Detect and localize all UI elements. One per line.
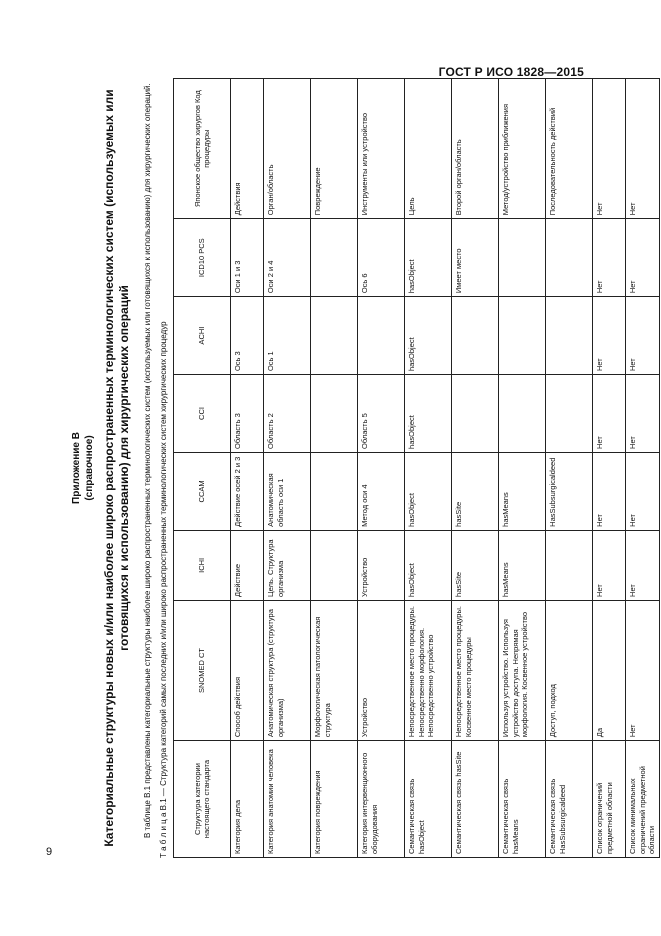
table-cell: Оси 2 и 4 [264,219,311,297]
table-caption: Т а б л и ц а В.1 — Структура категорий самых последних и/или широко распространенных терминологических систем хирургических процедур [159,321,168,858]
table-cell: Семантическая связь HasSubsurgicaldeed [546,741,593,858]
table-cell: Метод оси 4 [358,452,405,530]
table-cell: Семантическая связь hasObject [405,741,452,858]
table-cell: Категория анатомии человека [264,741,311,858]
table-cell [311,530,358,600]
table-row [546,79,593,858]
table-cell: Имеет место [452,219,499,297]
table-cell: HasSubsurgicaldeed [546,452,593,530]
table-cell: Инструменты или устройство [358,79,405,219]
table-cell: Морфологическая патологическая структура [311,600,358,740]
table-cell: Нет [593,452,626,530]
column-header: SNOMED CT [174,600,231,740]
table-header-row [174,79,231,858]
page-number: 9 [46,846,53,858]
table-cell: Повреждение [311,79,358,219]
column-header: CCI [174,375,231,453]
main-title: Категориальные структуры новых и/или наиболее широко распространенных терминологических систем (используемых или готовящихся к использованию) для хирургических операций [102,89,131,847]
appendix-heading [70,78,96,858]
table-cell: Область 2 [264,375,311,453]
table-cell [452,297,499,375]
table-cell: Список ограничений предметной области [593,741,626,858]
table-row [311,79,358,858]
table-cell: Нет [626,530,660,600]
table-cell: Непосредственное место процедуры. Косвенное место процедуры [452,600,499,740]
table-cell: Цель. Структура организма [264,530,311,600]
table-cell: hasObject [405,219,452,297]
table-cell: Ось 1 [264,297,311,375]
appendix-type: (справочное) [84,435,95,501]
table-cell: Действие [231,530,264,600]
table-cell: Категория интервенционного оборудования [358,741,405,858]
table-row [358,79,405,858]
rotated-page-content [70,78,656,858]
table-cell: hasObject [405,530,452,600]
table-cell: Устройство [358,600,405,740]
table-cell: Метод/устройство приближения [499,79,546,219]
table-cell [452,375,499,453]
table-cell: Нет [626,79,660,219]
appendix-title: Приложение В [71,432,82,504]
table-cell [311,375,358,453]
table-cell: Орган/область [264,79,311,219]
table-cell: Оси 1 и 3 [231,219,264,297]
table-row [452,79,499,858]
table-row [593,79,626,858]
table-cell: Второй орган/область [452,79,499,219]
table-cell: Нет [626,600,660,740]
table-cell: Семантическая связь hasSite [452,741,499,858]
table-row [231,79,264,858]
table-cell: Нет [626,219,660,297]
table-cell [499,375,546,453]
table-cell: Область 3 [231,375,264,453]
table-cell [546,530,593,600]
table-cell [546,219,593,297]
table-cell: hasObject [405,297,452,375]
table-cell: Доступ, подход [546,600,593,740]
column-header: ICD10 PCS [174,219,231,297]
table-cell: hasMeans [499,530,546,600]
table-cell: Нет [626,375,660,453]
table-row [264,79,311,858]
table-cell: Нет [593,375,626,453]
column-header: ICHI [174,530,231,600]
table-cell: hasMeans [499,452,546,530]
table-cell: Непосредственное место процедуры. Непосредственно морфология. Непосредственно устройство [405,600,452,740]
table-cell: Ось 3 [231,297,264,375]
table-cell: Используя устройство. Используя устройство доступа. Непрямая морфология. Косвенное устройство [499,600,546,740]
document-header: ГОСТ Р ИСО 1828—2015 [438,65,584,79]
column-header: ACHI [174,297,231,375]
table-cell [546,375,593,453]
table-cell [311,219,358,297]
table-cell: Список минимальных ограничений предметной области [626,741,660,858]
table-cell: Способ действия [231,600,264,740]
table-cell: Нет [626,297,660,375]
table-cell: Да [593,600,626,740]
table-cell: Нет [593,219,626,297]
table-cell: hasSite [452,530,499,600]
category-structure-table [173,78,660,858]
table-cell: Анатомическая область оси 1 [264,452,311,530]
table-cell [546,297,593,375]
table-row [405,79,452,858]
table-cell: Цель [405,79,452,219]
table-cell: Ось 6 [358,219,405,297]
intro-paragraph: В таблице В.1 представлены категориальные структуры наиболее широко распространенных терминологических систем (используемых или готовящихся к использованию) для хирургических операций. [143,83,152,838]
table-cell: Нет [593,530,626,600]
table-cell: hasObject [405,375,452,453]
table-cell: Нет [593,79,626,219]
table-row [499,79,546,858]
table-cell [499,297,546,375]
table-cell: Действия [231,79,264,219]
table-cell: Семантическая связь hasMeans [499,741,546,858]
table-cell: Действие осей 2 и 3 [231,452,264,530]
table-cell [311,452,358,530]
table-cell [358,297,405,375]
table-cell: Область 5 [358,375,405,453]
table-cell [499,219,546,297]
table-cell: hasSite [452,452,499,530]
table-cell: hasObject [405,452,452,530]
table-cell: Нет [626,452,660,530]
column-header: Японское общество хирургов Код процедуры [174,79,231,219]
table-cell: Устройство [358,530,405,600]
table-cell: Нет [593,297,626,375]
column-header: Структура категории настоящего стандарта [174,741,231,858]
table-cell: Категория повреждения [311,741,358,858]
table-cell: Последовательность действий [546,79,593,219]
table-cell: Категория дела [231,741,264,858]
table-cell [311,297,358,375]
table-row [626,79,660,858]
table-cell: Анатомическая структура (структура организма) [264,600,311,740]
column-header: CCAM [174,452,231,530]
